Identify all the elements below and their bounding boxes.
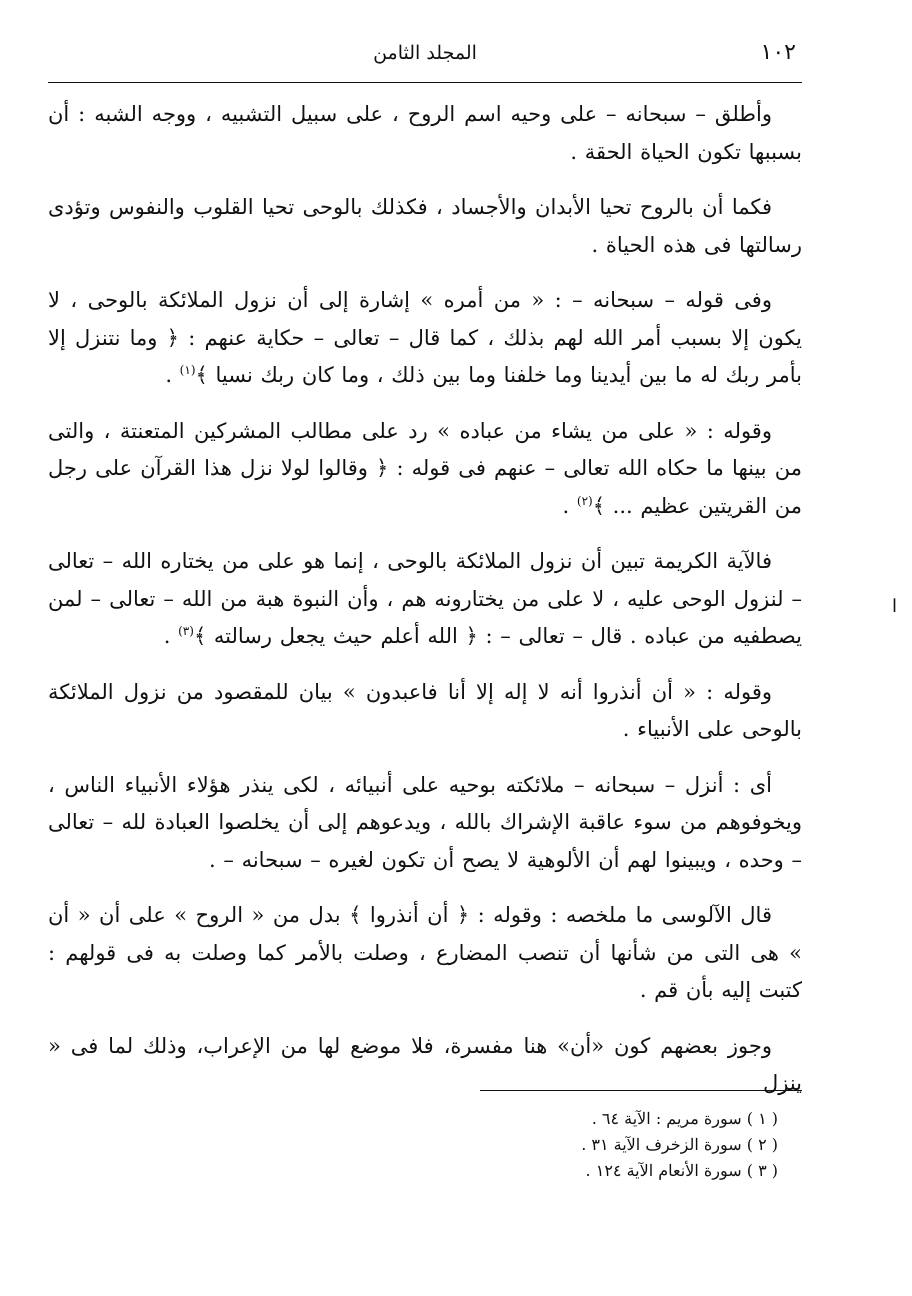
paragraph-text: أى : أنزل – سبحانه – ملائكته بوحيه على أنبيائه ، لكى ينذر هؤلاء الأنبياء الناس ، ويخوفوهم من سوء عاقبة الإشراك بالله ، ويدعوهم إلى أن يخلصوا العبادة لله – تعالى – وحده ، ويبينوا لهم أن الألوهية لا يصح أن تكون لغيره – سبحانه – .: [48, 772, 802, 872]
paragraph-text: وجوز بعضهم كون «أن» هنا مفسرة، فلا موضع لها من الإعراب، وذلك لما فى « ينزل: [48, 1033, 802, 1095]
paragraph-text: فالآية الكريمة تبين أن نزول الملائكة بالوحى ، إنما هو على من يختاره الله – تعالى – لنزول الوحى عليه ، لا على من يختارونه هم ، وأن النبوة هبة من الله – تعالى – لمن يصطفيه من عباده . قال – تعالى – : ﴿ الله أعلم حيث يجعل رسالته ﴾: [48, 549, 802, 648]
footnote-divider: [480, 1090, 802, 1091]
footnote-ref: (٢): [576, 493, 593, 508]
paragraph-text: وقوله : « على من يشاء من عباده » رد على مطالب المشركين المتعنتة ، والتى من بينها ما حكاه الله تعالى – عنهم فى قوله : ﴿ وقالوا لولا نزل هذا القرآن على رجل من القريتين عظيم ... ﴾: [48, 418, 802, 518]
paragraph: [48, 413, 802, 526]
paragraph: [48, 282, 802, 395]
paragraph-text: قال الآلوسى ما ملخصه : وقوله : ﴿ أن أنذروا ﴾ بدل من « الروح » على أن « أن » هى التى من شأنها أن تنصب المضارع ، وصلت بالأمر كما وصلت به فى قولهم : كتبت إليه بأن قم .: [48, 903, 802, 1002]
footnote: ( ١ ) سورة مريم : الآية ٦٤ .: [591, 1109, 778, 1128]
paragraph-tail: .: [163, 624, 179, 648]
page-header: [48, 38, 802, 78]
paragraph: [48, 674, 802, 749]
footnote: ( ٣ ) سورة الأنعام الآية ١٢٤ .: [585, 1161, 778, 1180]
paragraph-tail: .: [165, 363, 180, 387]
paragraph: [48, 1028, 802, 1103]
paragraph-text: وأطلق – سبحانه – على وحيه اسم الروح ، على سبيل التشبيه ، ووجه الشبه : أن بسببها تكون الحياة الحقة .: [48, 102, 802, 164]
volume-title: المجلد الثامن: [373, 42, 477, 64]
footnotes: [48, 1106, 778, 1184]
paragraph-tail: .: [562, 493, 577, 518]
paragraph: [48, 96, 802, 171]
page-number: ١٠٢: [760, 40, 796, 65]
margin-mark: ا: [892, 596, 898, 617]
header-divider: [48, 82, 802, 83]
paragraph: [48, 897, 802, 1010]
paragraph: [48, 189, 802, 264]
paragraph-text: فكما أن بالروح تحيا الأبدان والأجساد ، فكذلك بالوحى تحيا القلوب والنفوس وتؤدى رسالتها فى هذه الحياة .: [48, 195, 802, 257]
footnote-ref: (١): [179, 363, 196, 377]
paragraph-text: وقوله : « أن أنذروا أنه لا إله إلا أنا فاعبدون » بيان للمقصود من نزول الملائكة بالوحى على الأنبياء .: [48, 679, 802, 741]
footnote-ref: (٣): [178, 624, 194, 638]
footnote: ( ٢ ) سورة الزخرف الآية ٣١ .: [581, 1135, 778, 1154]
paragraph: [48, 767, 802, 880]
paragraph: [48, 543, 802, 656]
page-body: [48, 96, 802, 1121]
paragraph-text: وفى قوله – سبحانه – : « من أمره » إشارة إلى أن نزول الملائكة بالوحى ، لا يكون إلا بسبب أمر الله لهم بذلك ، كما قال – تعالى – حكاية عنهم : ﴿ وما نتنزل إلا بأمر ربك له ما بين أيدينا وما خلفنا وما بين ذلك ، وما كان ربك نسيا ﴾: [48, 288, 802, 387]
